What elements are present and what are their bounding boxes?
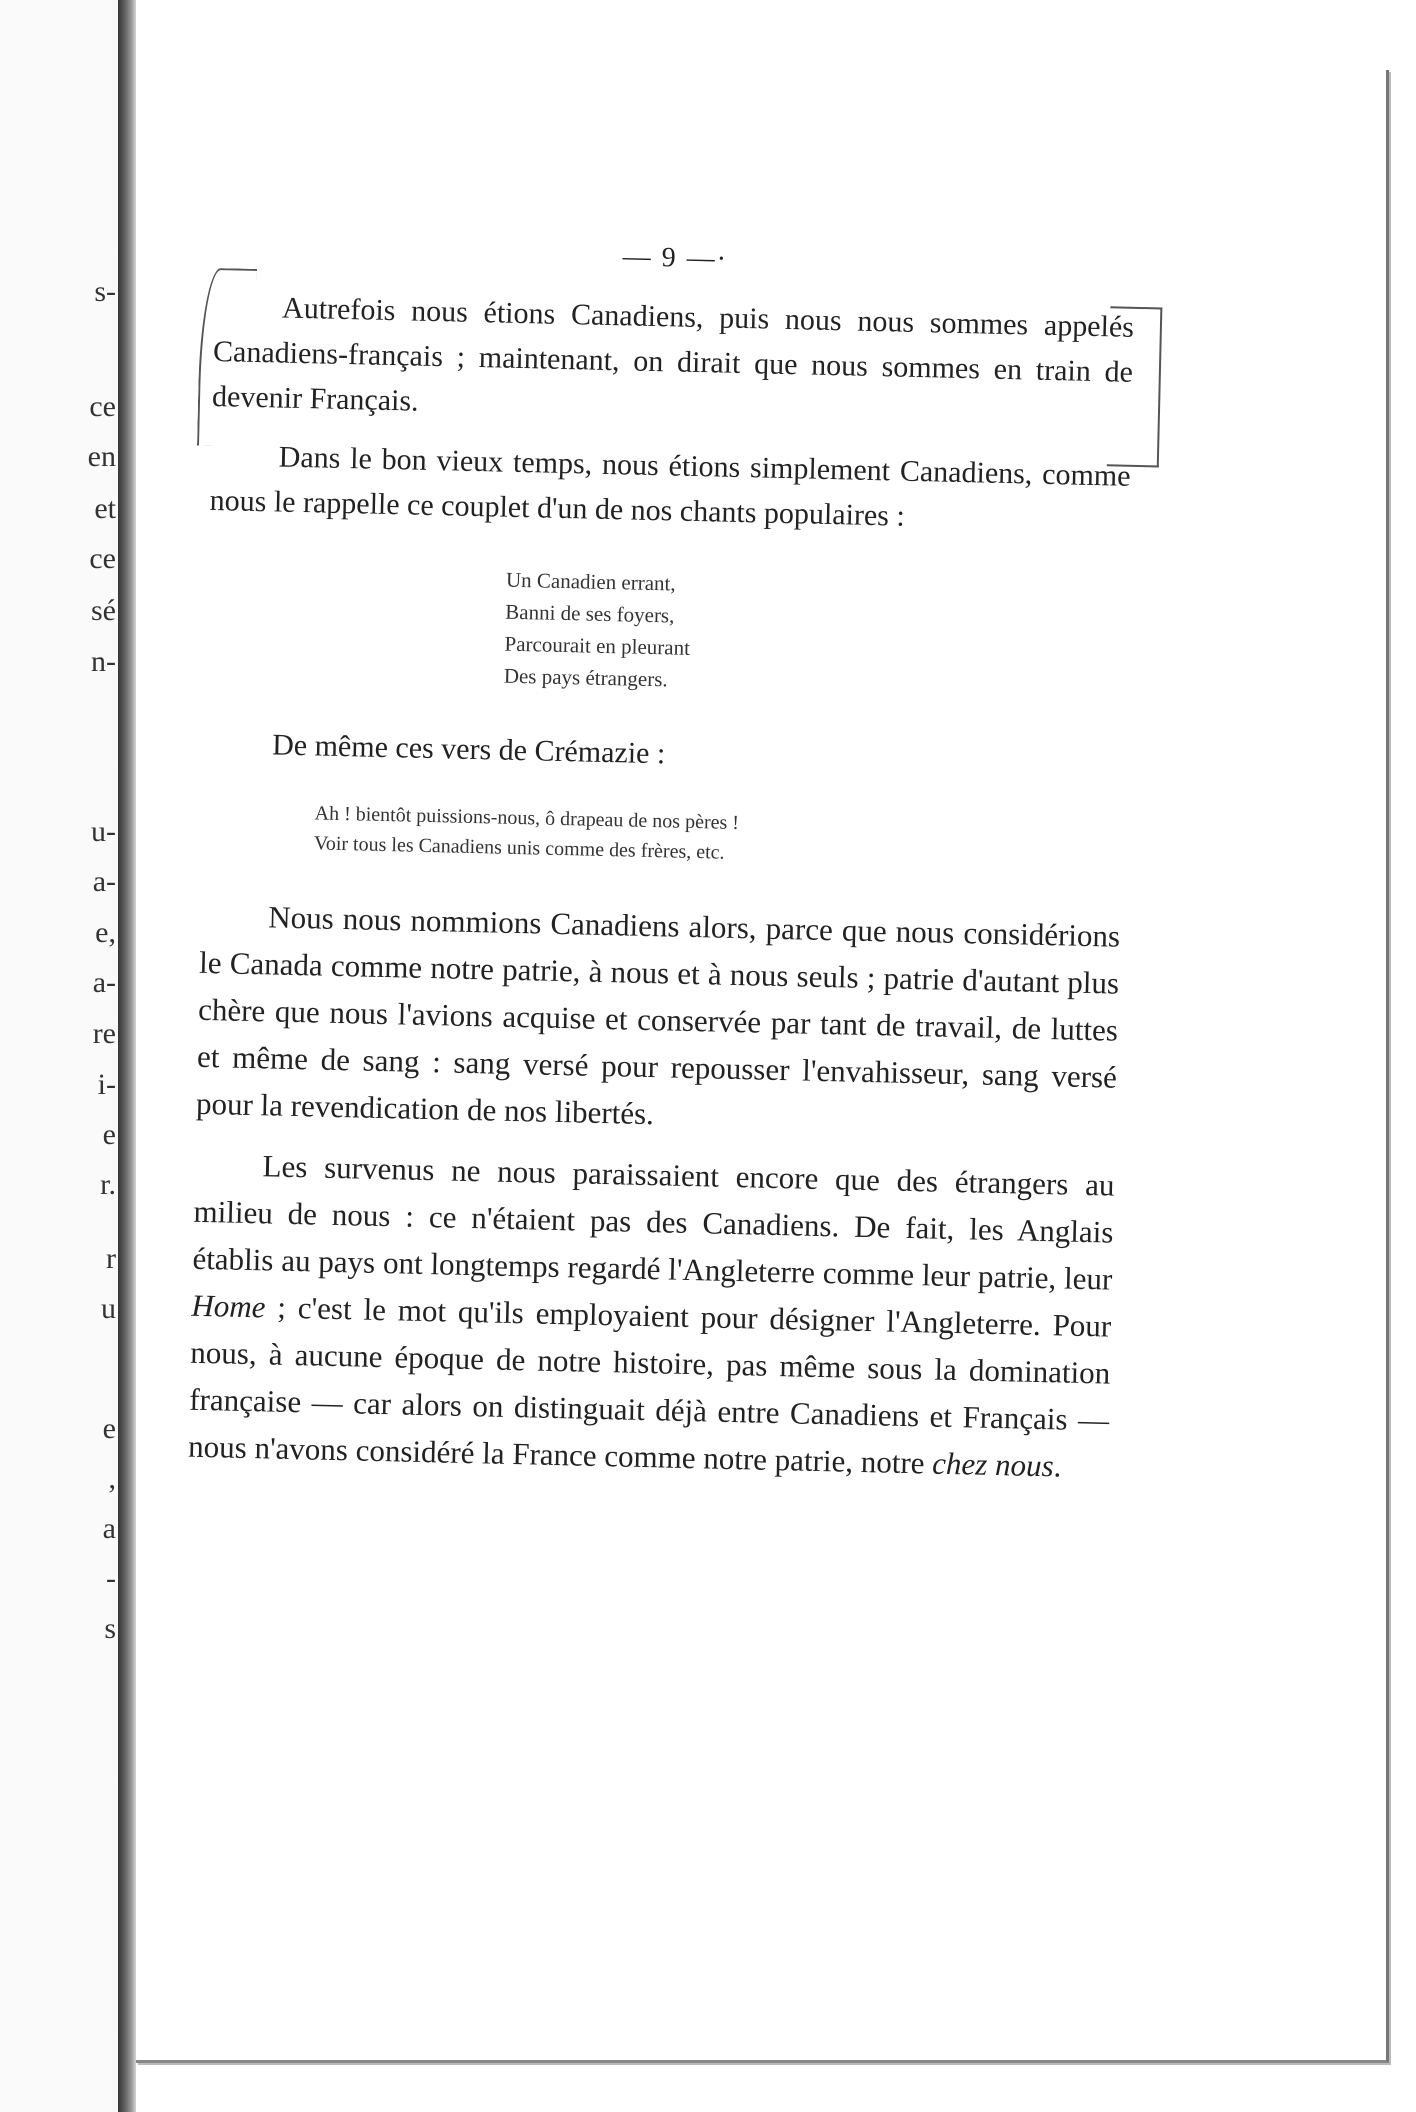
left-page-edge — [0, 0, 124, 2112]
left-fragment: u- — [91, 815, 116, 848]
left-fragment: et — [94, 492, 116, 525]
left-fragment: a- — [92, 865, 116, 898]
verse-line: Des pays étrangers. — [503, 663, 668, 692]
left-fragment: en — [87, 440, 116, 473]
left-fragment: , — [108, 1462, 116, 1495]
left-fragment: ce — [89, 542, 116, 575]
book-spine — [118, 0, 136, 2112]
pencil-bracket-right — [1107, 306, 1163, 467]
left-fragment: s- — [94, 275, 116, 308]
left-fragment: n- — [91, 645, 116, 678]
left-fragment: i- — [97, 1068, 116, 1101]
paragraph-3: Nous nous nommions Canadiens alors, parce que nous considérions le Canada comme notre patrie, à nous et à nous seuls ; patrie d'autant plus chère que nous l'avions acquise et conservée par tant de travail, de luttes et même de sang : sang versé pour repousser l'envahisseur, sang versé pour la revendication de nos libertés. — [195, 899, 1121, 1132]
folk-song-verse — [503, 564, 1128, 706]
paragraph-1: Autrefois nous étions Canadiens, puis nous nous sommes appelés Canadiens-français ; maintenant, on dirait que nous sommes en train de devenir Français. — [211, 291, 1135, 418]
left-fragment: sé — [91, 594, 116, 627]
left-fragment: a — [102, 1512, 116, 1545]
paragraph-4-end: . — [1053, 1448, 1062, 1484]
quote-line: Voir tous les Canadiens unis comme des frères, etc. — [313, 832, 725, 864]
left-fragment: r — [106, 1242, 116, 1275]
quote-line: Ah ! bientôt puissions-nous, ô drapeau de nos pères ! — [314, 802, 740, 835]
left-fragment: e — [102, 1412, 116, 1445]
left-fragment: - — [106, 1562, 116, 1595]
paragraph-4-home: Home — [191, 1287, 266, 1325]
book-page — [136, 70, 1389, 2063]
paragraph-4 — [188, 1141, 1115, 1491]
verse-line: Un Canadien errant, — [505, 567, 676, 596]
marked-passage — [212, 284, 1135, 440]
page-number: — 9 —· — [622, 241, 729, 275]
cremazie-intro: De même ces vers de Crémazie : — [271, 728, 666, 771]
paragraph-2: Dans le bon vieux temps, nous étions simplement Canadiens, comme nous le rappelle ce couplet d'un de nos chants populaires : — [209, 440, 1131, 533]
left-fragment: ce — [89, 390, 116, 423]
left-fragment: u — [101, 1292, 116, 1325]
left-fragment: r. — [100, 1168, 116, 1201]
left-fragment: e — [102, 1118, 116, 1151]
paragraph-4-text-b: ; c'est le mot qu'ils employaient pour désigner l'Angleterre. Pour nous, à aucune époque de notre histoire, pas même sous la domination française — car alors on distinguait déjà entre Canadiens et Français — nous n'avons considéré la France comme notre patrie, notre — [187, 1289, 1112, 1481]
paragraph-4-text-a: Les survenus ne nous paraissaient encore que des étrangers au milieu de nous : ce n'étaient pas des Canadiens. De fait, les Anglais établis au pays ont longtemps regardé l'Angleterre comme leur patrie, leur — [192, 1148, 1115, 1297]
cremazie-quote — [314, 798, 1123, 876]
verse-line: Parcourait en pleurant — [504, 631, 691, 660]
paragraph-4-chez-nous: chez nous — [931, 1445, 1055, 1484]
verse-line: Banni de ses foyers, — [505, 599, 675, 628]
left-fragment: e, — [95, 916, 116, 949]
left-fragment: a- — [92, 966, 116, 999]
left-fragment: re — [92, 1017, 116, 1050]
pencil-bracket-left — [197, 268, 257, 447]
page-content — [187, 225, 1135, 1505]
left-fragment: s — [104, 1612, 116, 1645]
